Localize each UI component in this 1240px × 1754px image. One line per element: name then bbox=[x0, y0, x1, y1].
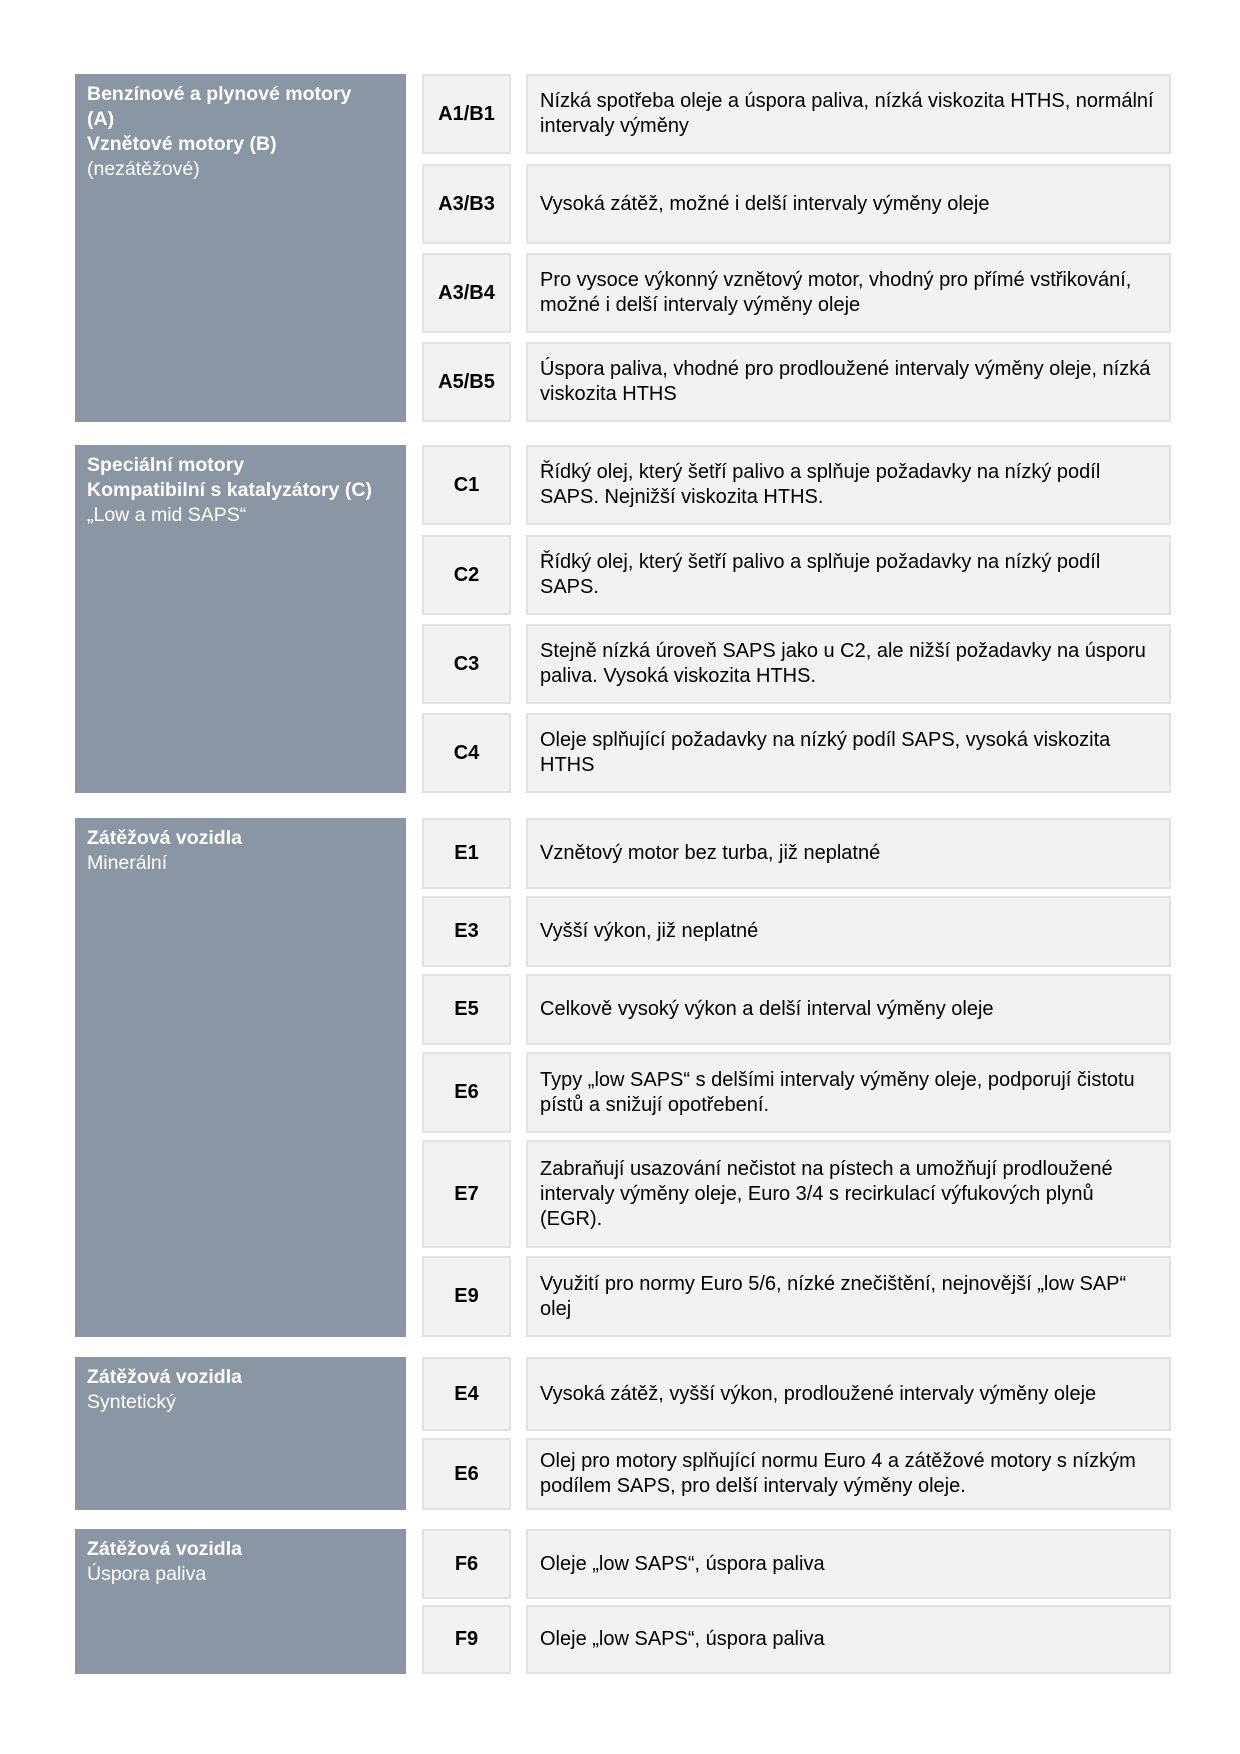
category-subtitle: Minerální bbox=[87, 852, 168, 874]
spec-description: Vysoká zátěž, možné i delší intervaly výměny oleje bbox=[526, 164, 1171, 244]
spec-description: Typy „low SAPS“ s delšími intervaly výměny oleje, podporují čistotu pístů a snižují opotřebení. bbox=[526, 1052, 1171, 1133]
category-group-a-b bbox=[75, 74, 1171, 422]
category-title-line: (A) bbox=[87, 108, 115, 130]
spec-code: E9 bbox=[422, 1256, 511, 1337]
spec-row bbox=[75, 74, 1171, 154]
spec-row bbox=[75, 896, 1171, 967]
spec-row bbox=[75, 253, 1171, 333]
category-subtitle: Syntetický bbox=[87, 1391, 176, 1413]
category-title-line: Speciální motory bbox=[87, 454, 245, 476]
category-title-line: Kompatibilní s katalyzátory (C) bbox=[87, 479, 372, 501]
category-group-e-synthetic bbox=[75, 1357, 1171, 1510]
spec-description: Vysoká zátěž, vyšší výkon, prodloužené intervaly výměny oleje bbox=[526, 1357, 1171, 1431]
spec-code: F9 bbox=[422, 1605, 511, 1674]
spec-description: Pro vysoce výkonný vznětový motor, vhodný pro přímé vstřikování, možné i delší intervaly výměny oleje bbox=[526, 253, 1171, 333]
spec-description: Celkově vysoký výkon a delší interval výměny oleje bbox=[526, 974, 1171, 1045]
category-title-line: Zátěžová vozidla bbox=[87, 1366, 242, 1388]
spec-code: E5 bbox=[422, 974, 511, 1045]
spec-row bbox=[75, 342, 1171, 422]
spec-code: E6 bbox=[422, 1052, 511, 1133]
spec-row bbox=[75, 1052, 1171, 1133]
spec-description: Oleje „low SAPS“, úspora paliva bbox=[526, 1605, 1171, 1674]
spec-description: Vyšší výkon, již neplatné bbox=[526, 896, 1171, 967]
spec-code: E4 bbox=[422, 1357, 511, 1431]
spec-description: Oleje splňující požadavky na nízký podíl SAPS, vysoká viskozita HTHS bbox=[526, 713, 1171, 793]
spec-row bbox=[75, 1438, 1171, 1510]
spec-row bbox=[75, 713, 1171, 793]
spec-code: E3 bbox=[422, 896, 511, 967]
spec-row bbox=[75, 974, 1171, 1045]
category-subtitle: Úspora paliva bbox=[87, 1563, 207, 1585]
spec-code: A3/B4 bbox=[422, 253, 511, 333]
spec-row bbox=[75, 624, 1171, 704]
spec-code: C2 bbox=[422, 535, 511, 615]
spec-code: E1 bbox=[422, 818, 511, 889]
spec-row bbox=[75, 164, 1171, 244]
spec-description: Využití pro normy Euro 5/6, nízké znečištění, nejnovější „low SAP“ olej bbox=[526, 1256, 1171, 1337]
category-title-line: Zátěžová vozidla bbox=[87, 827, 242, 849]
category-title-line: Vznětové motory (B) bbox=[87, 133, 277, 155]
spec-row bbox=[75, 1357, 1171, 1431]
spec-description: Stejně nízká úroveň SAPS jako u C2, ale nižší požadavky na úsporu paliva. Vysoká viskozita HTHS. bbox=[526, 624, 1171, 704]
spec-row bbox=[75, 818, 1171, 889]
category-group-c bbox=[75, 445, 1171, 793]
spec-description: Řídký olej, který šetří palivo a splňuje požadavky na nízký podíl SAPS. Nejnižší viskozita HTHS. bbox=[526, 445, 1171, 525]
spec-description: Řídký olej, který šetří palivo a splňuje požadavky na nízký podíl SAPS. bbox=[526, 535, 1171, 615]
spec-description: Úspora paliva, vhodné pro prodloužené intervaly výměny oleje, nízká viskozita HTHS bbox=[526, 342, 1171, 422]
category-title-line: Benzínové a plynové motory bbox=[87, 83, 352, 105]
spec-code: C1 bbox=[422, 445, 511, 525]
spec-row bbox=[75, 1140, 1171, 1248]
category-title-line: Zátěžová vozidla bbox=[87, 1538, 242, 1560]
spec-code: A3/B3 bbox=[422, 164, 511, 244]
category-group-f-fuel-saving bbox=[75, 1529, 1171, 1674]
spec-code: A5/B5 bbox=[422, 342, 511, 422]
spec-description: Olej pro motory splňující normu Euro 4 a zátěžové motory s nízkým podílem SAPS, pro delší intervaly výměny oleje. bbox=[526, 1438, 1171, 1510]
spec-code: A1/B1 bbox=[422, 74, 511, 154]
spec-row bbox=[75, 1605, 1171, 1674]
category-subtitle: „Low a mid SAPS“ bbox=[87, 504, 247, 526]
spec-code: C3 bbox=[422, 624, 511, 704]
spec-code: E6 bbox=[422, 1438, 511, 1510]
spec-code: C4 bbox=[422, 713, 511, 793]
spec-code: E7 bbox=[422, 1140, 511, 1248]
spec-description: Nízká spotřeba oleje a úspora paliva, nízká viskozita HTHS, normální intervaly výměny bbox=[526, 74, 1171, 154]
spec-description: Oleje „low SAPS“, úspora paliva bbox=[526, 1529, 1171, 1599]
spec-row bbox=[75, 1256, 1171, 1337]
spec-row bbox=[75, 1529, 1171, 1599]
spec-row bbox=[75, 535, 1171, 615]
spec-code: F6 bbox=[422, 1529, 511, 1599]
category-group-e-mineral bbox=[75, 818, 1171, 1337]
category-subtitle: (nezátěžové) bbox=[87, 158, 200, 180]
spec-row bbox=[75, 445, 1171, 525]
spec-description: Zabraňují usazování nečistot na pístech a umožňují prodloužené intervaly výměny oleje, Euro 3/4 s recirkulací výfukových plynů (EGR). bbox=[526, 1140, 1171, 1248]
spec-description: Vznětový motor bez turba, již neplatné bbox=[526, 818, 1171, 889]
